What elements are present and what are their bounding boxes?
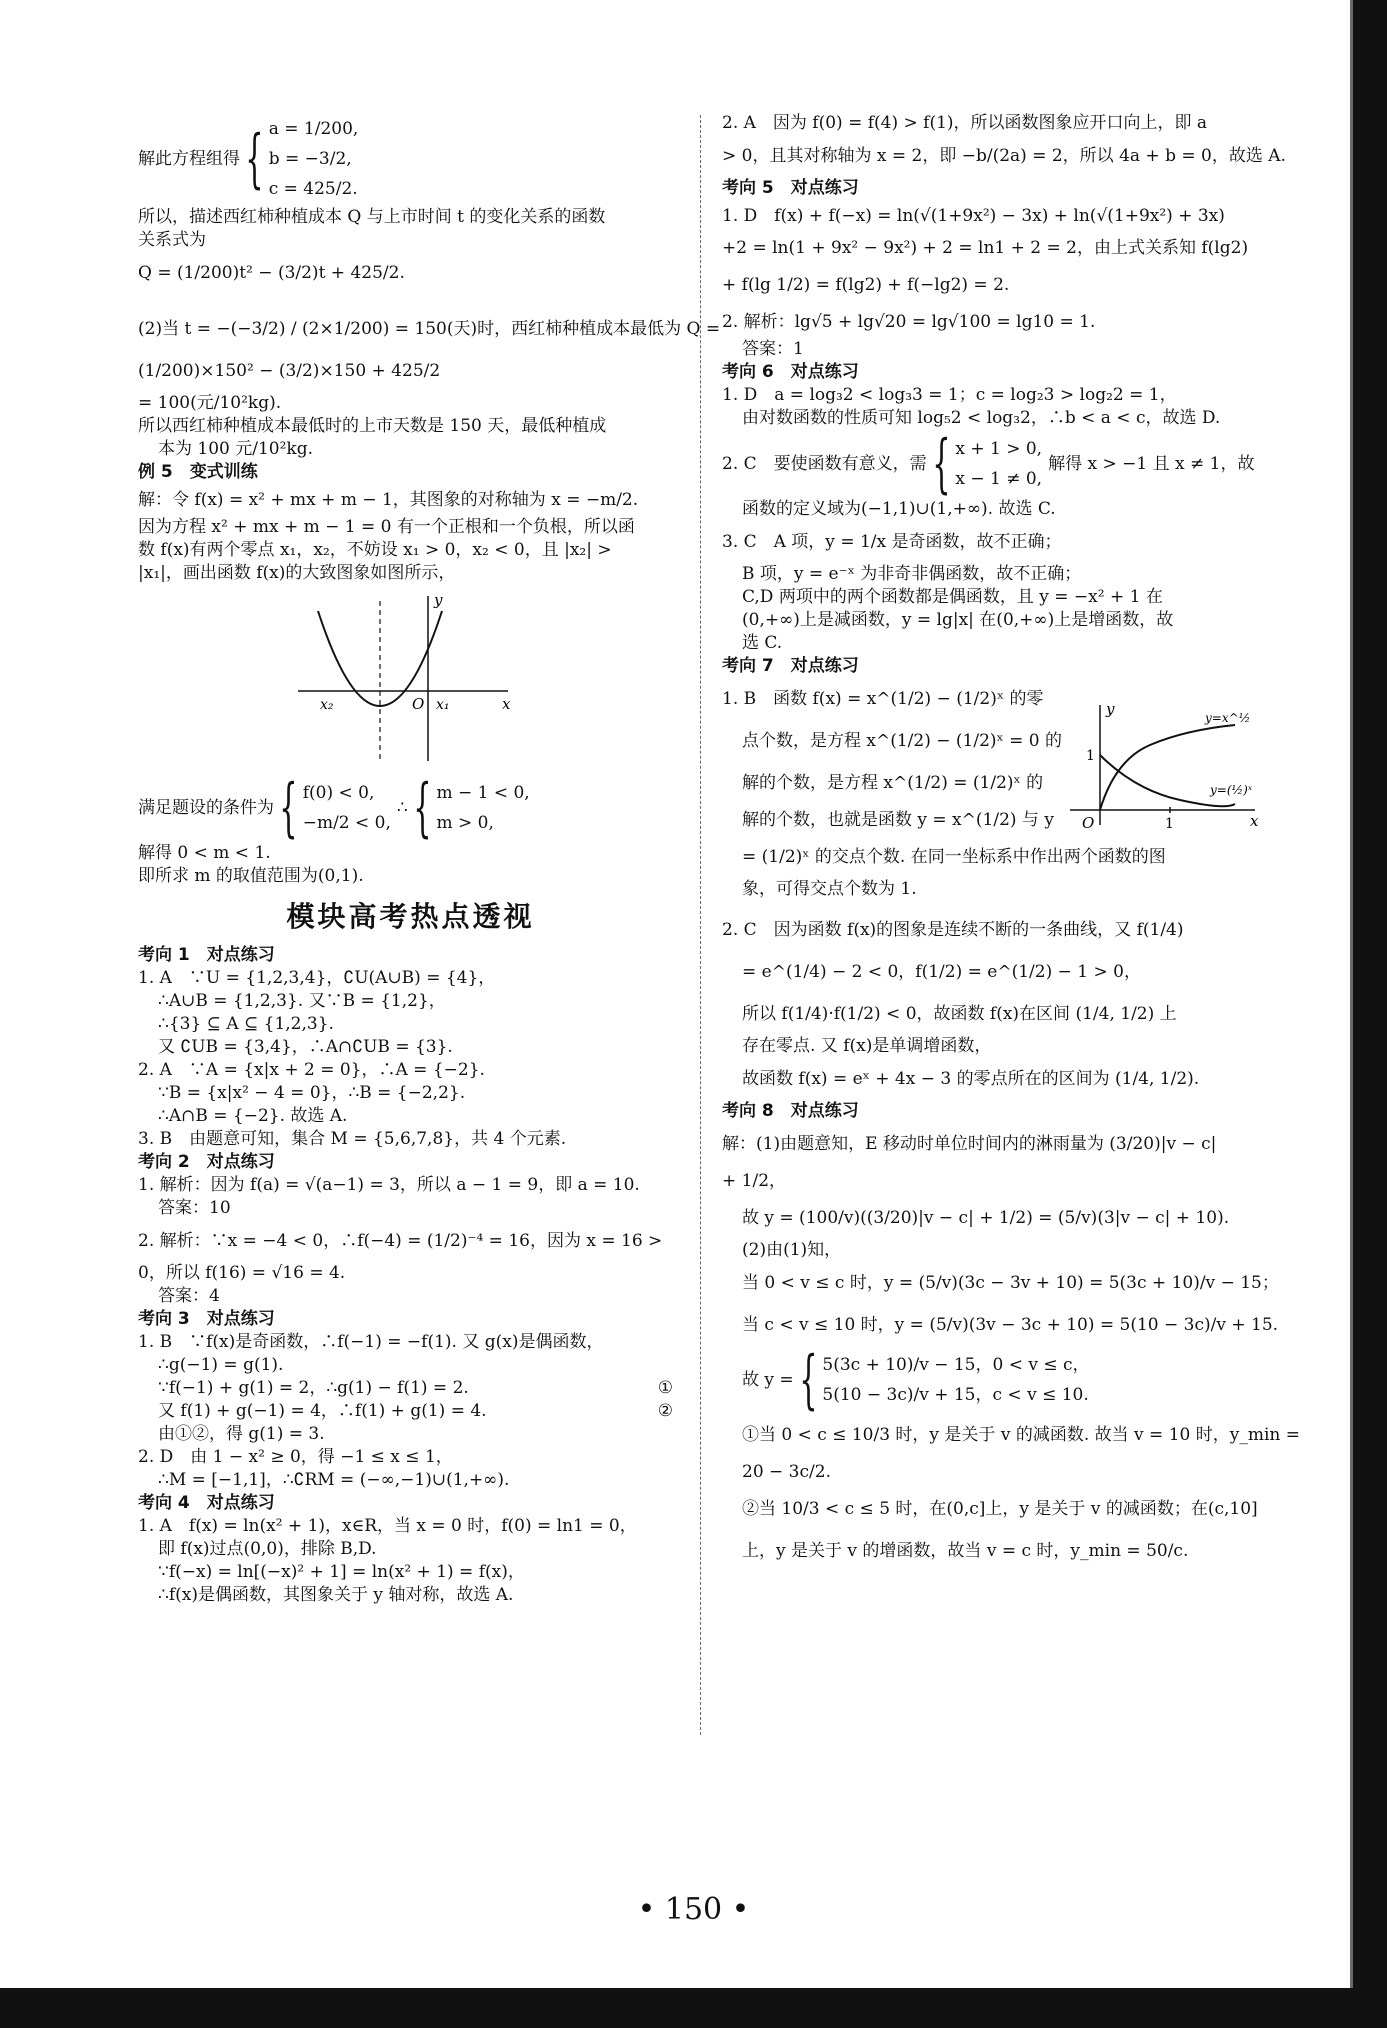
text-line: 3. B 由题意可知，集合 M = {5,6,7,8}，共 4 个元素.: [138, 1129, 567, 1149]
text-line: 1. D a = log₃2 < log₃3 = 1；c = log₂3 > log₂2 = 1，: [722, 385, 1177, 405]
text-line: 1. 解析：因为 f(a) = √(a−1) = 3，所以 a − 1 = 9，即 a = 10.: [138, 1175, 640, 1195]
system-prefix: 故 y =: [742, 1369, 794, 1390]
system-line: 5(3c + 10)/v − 15，0 < v ≤ c，: [822, 1355, 1090, 1375]
formula-line: (1/200)×150² − (3/2)×150 + 425/2: [138, 361, 441, 381]
text-line: ∵B = {x|x² − 4 = 0}，∴B = {−2,2}.: [158, 1083, 466, 1103]
text-line: 象，可得交点个数为 1.: [742, 879, 917, 899]
text-line: 函数的定义域为(−1,1)∪(1,+∞). 故选 C.: [742, 499, 1056, 519]
text-line: ∴{3} ⊆ A ⊆ {1,2,3}.: [158, 1014, 334, 1034]
therefore-symbol: ∴: [396, 797, 408, 818]
x-label: x: [502, 695, 511, 713]
left-brace: {: [245, 122, 264, 196]
left-brace: {: [798, 1343, 818, 1417]
left-brace: {: [931, 427, 951, 501]
text-line: ∴g(−1) = g(1).: [158, 1355, 284, 1375]
answer-line: 答案：1: [742, 339, 804, 359]
text-line: 2. 解析：lg√5 + lg√20 = lg√100 = lg10 = 1.: [722, 312, 1096, 332]
x-label: x: [1250, 812, 1259, 830]
left-brace: {: [279, 771, 298, 845]
text-line: 解的个数，是方程 x^(1/2) = (1/2)ˣ 的: [742, 773, 1044, 793]
domain-condition-system: [722, 427, 1267, 501]
equation-text: ∵f(−1) + g(1) = 2，∴g(1) − f(1) = 2.: [158, 1378, 469, 1398]
formula-line: (2)当 t = −(−3/2) / (2×1/200) = 150(天)时，西红柿种植成本最低为 Q =: [138, 319, 721, 339]
answer-line: 答案：4: [158, 1286, 220, 1306]
y-label: y: [434, 591, 443, 609]
origin-label: O: [1082, 814, 1095, 830]
exponential-power-graph: [1060, 700, 1260, 830]
scan-edge-right: [1353, 0, 1387, 2028]
text-line: 2. D 由 1 − x² ≥ 0，得 −1 ≤ x ≤ 1，: [138, 1447, 453, 1467]
text-line: ②当 10/3 < c ≤ 5 时，在(0,c]上，y 是关于 v 的减函数；在(c,10]: [742, 1499, 1258, 1519]
text-line: [138, 1377, 683, 1400]
text-line: ∴A∪B = {1,2,3}. 又∵B = {1,2}，: [158, 991, 446, 1011]
text-line: = (1/2)ˣ 的交点个数. 在同一坐标系中作出两个函数的图: [742, 847, 1166, 867]
right-column: [722, 112, 1301, 1572]
formula-line: 20 − 3c/2.: [742, 1462, 831, 1482]
text-line: 点个数，是方程 x^(1/2) − (1/2)ˣ = 0 的: [742, 731, 1063, 751]
system-line: −m/2 < 0,: [302, 813, 391, 833]
text-line: 3. C A 项，y = 1/x 是奇函数，故不正确；: [722, 532, 1062, 552]
page-number: • 150 •: [637, 1892, 750, 1927]
formula-line: 当 0 < v ≤ c 时，y = (5/v)(3c − 3v + 10) = 5(3c + 10)/v − 15；: [742, 1273, 1279, 1293]
text-line: 关系式为: [138, 230, 206, 250]
system-line: c = 425/2.: [268, 179, 358, 199]
system-line: m − 1 < 0,: [436, 783, 530, 803]
text-line: |x₁|，画出函数 f(x)的大致图象如图所示，: [138, 563, 456, 583]
text-line: 即 f(x)过点(0,0)，排除 B,D.: [158, 1539, 377, 1559]
text-line: 因为方程 x² + mx + m − 1 = 0 有一个正根和一个负根，所以函: [138, 517, 635, 537]
parabola-graph: [298, 591, 518, 761]
system-prefix: 解此方程组得: [138, 148, 240, 169]
column-divider: [700, 115, 701, 1735]
text-line: ∵f(−x) = ln[(−x)² + 1] = ln(x² + 1) = f(x)，: [158, 1562, 525, 1582]
text-line: 1. A f(x) = ln(x² + 1)，x∈R，当 x = 0 时，f(0) = ln1 = 0，: [138, 1516, 637, 1536]
text-line: 由对数函数的性质可知 log₅2 < log₃2，∴b < a < c，故选 D.: [742, 408, 1221, 428]
text-line: [138, 1400, 683, 1423]
system-items: [269, 114, 359, 204]
text-line: > 0，且其对称轴为 x = 2，即 −b/(2a) = 2，所以 4a + b = 0，故选 A.: [722, 146, 1286, 166]
text-line: B 项，y = e⁻ˣ 为非奇非偶函数，故不正确；: [742, 564, 1082, 584]
equation-system-abc: [138, 114, 683, 204]
system-prefix: 满足题设的条件为: [138, 797, 274, 818]
text-line: 数 f(x)有两个零点 x₁，x₂，不妨设 x₁ > 0，x₂ < 0，且 |x₂| >: [138, 540, 612, 560]
formula-line: 1. D f(x) + f(−x) = ln(√(1+9x²) − 3x) + ln(√(1+9x²) + 3x): [722, 206, 1225, 226]
topic-heading: 考向 5 对点练习: [722, 178, 859, 198]
text-line: 选 C.: [742, 633, 783, 653]
formula-line: = 100(元/10²kg).: [138, 393, 282, 413]
topic-heading: 考向 3 对点练习: [138, 1309, 275, 1329]
topic-heading: 考向 2 对点练习: [138, 1152, 275, 1172]
text-line: 0，所以 f(16) = √16 = 4.: [138, 1263, 346, 1283]
text-line: 2. C 因为函数 f(x)的图象是连续不断的一条曲线，又 f(1/4): [722, 920, 1184, 940]
text-line: 上，y 是关于 v 的增函数，故当 v = c 时，y_min = 50/c.: [742, 1541, 1189, 1561]
x1-label: x₁: [436, 697, 450, 713]
text-line: 解：令 f(x) = x² + mx + m − 1，其图象的对称轴为 x = −m/2.: [138, 490, 639, 510]
text-line: + 1/2，: [722, 1171, 787, 1191]
text-line: C,D 两项中的两个函数都是偶函数，且 y = −x² + 1 在: [742, 587, 1163, 607]
text-line: ①当 0 < c ≤ 10/3 时，y 是关于 v 的减函数. 故当 v = 10 时，y_min =: [742, 1425, 1301, 1445]
exponential-curve-label: y=(½)ˣ: [1210, 783, 1253, 797]
system-line: b = −3/2,: [268, 149, 352, 169]
scan-edge-shadow: [1350, 0, 1353, 1988]
condition-system: [138, 771, 683, 845]
text-line: 解：(1)由题意知，E 移动时单位时间内的淋雨量为 (3/20)|v − c|: [722, 1134, 1217, 1154]
text-line: 又 ∁UB = {3,4}，∴A∩∁UB = {3}.: [158, 1037, 453, 1057]
system-line: x − 1 ≠ 0,: [955, 469, 1043, 489]
power-curve-label: y=x^½: [1205, 711, 1251, 725]
topic-heading: 考向 7 对点练习: [722, 656, 859, 676]
text-line: ∴M = [−1,1]，∴∁RM = (−∞,−1)∪(1,+∞).: [158, 1470, 510, 1490]
text-line: 所以西红柿种植成本最低时的上市天数是 150 天，最低种植成: [138, 416, 607, 436]
formula-line: + f(lg 1/2) = f(lg2) + f(−lg2) = 2.: [722, 275, 1010, 295]
origin-label: O: [412, 695, 425, 713]
system-suffix: 解得 x > −1 且 x ≠ 1，故: [1048, 453, 1255, 474]
text-line: 本为 100 元/10²kg.: [158, 439, 314, 459]
y-label: y: [1106, 700, 1115, 718]
system-line: m > 0,: [436, 813, 494, 833]
x2-label: x₂: [320, 697, 334, 713]
text-line: 2. 解析：∵x = −4 < 0，∴f(−4) = (1/2)⁻⁴ = 16，因为 x = 16 >: [138, 1231, 663, 1251]
equation-text: 又 f(1) + g(−1) = 4，∴f(1) + g(1) = 4.: [158, 1401, 487, 1421]
topic-heading: 考向 4 对点练习: [138, 1493, 275, 1513]
system-line: x + 1 > 0,: [955, 439, 1043, 459]
text-line: 解得 0 < m < 1.: [138, 843, 271, 863]
system-line: f(0) < 0,: [302, 783, 375, 803]
text-line: ∴A∩B = {−2}. 故选 A.: [158, 1106, 348, 1126]
system-items: [955, 434, 1042, 494]
system-prefix: 2. C 要使函数有意义，需: [722, 453, 927, 474]
text-line: 即所求 m 的取值范围为(0,1).: [138, 866, 364, 886]
system-items: [436, 778, 529, 838]
section-title: 模块高考热点透视: [286, 900, 535, 933]
system-line: a = 1/200,: [268, 119, 359, 139]
formula-line: 故 y = (100/v)((3/20)|v − c| + 1/2) = (5/v)(3|v − c| + 10).: [742, 1208, 1230, 1228]
text-line: 1. B 函数 f(x) = x^(1/2) − (1/2)ˣ 的零: [722, 689, 1044, 709]
formula-line: 当 c < v ≤ 10 时，y = (5/v)(3v − 3c + 10) = 5(10 − 3c)/v + 15.: [742, 1315, 1279, 1335]
text-line: 解的个数，也就是函数 y = x^(1/2) 与 y: [742, 810, 1054, 830]
exponential-curve: [1100, 755, 1235, 806]
equation-marker: ②: [657, 1401, 673, 1421]
text-line: 由①②，得 g(1) = 3.: [158, 1424, 325, 1444]
equation-marker: ①: [657, 1378, 673, 1398]
text-line: (2)由(1)知，: [742, 1240, 842, 1260]
system-line: 5(10 − 3c)/v + 15，c < v ≤ 10.: [822, 1385, 1089, 1405]
text-line: 故函数 f(x) = eˣ + 4x − 3 的零点所在的区间为 (1/4, 1/2).: [742, 1069, 1200, 1089]
text-line: 1. B ∵f(x)是奇函数，∴f(−1) = −f(1). 又 g(x)是偶函数，: [138, 1332, 604, 1352]
answer-line: 答案：10: [158, 1198, 231, 1218]
text-line: 所以 f(1/4)·f(1/2) < 0，故函数 f(x)在区间 (1/4, 1/2) 上: [742, 1004, 1177, 1024]
piecewise-system: [722, 1343, 1267, 1417]
y-tick-label: 1: [1086, 748, 1095, 764]
topic-heading: 考向 8 对点练习: [722, 1101, 859, 1121]
system-items: [822, 1350, 1089, 1410]
text-line: 2. A ∵A = {x|x + 2 = 0}，∴A = {−2}.: [138, 1060, 485, 1080]
topic-heading: 考向 1 对点练习: [138, 945, 275, 965]
text-line: ∴f(x)是偶函数，其图象关于 y 轴对称，故选 A.: [158, 1585, 514, 1605]
formula-line: = e^(1/4) − 2 < 0，f(1/2) = e^(1/2) − 1 > 0，: [742, 962, 1141, 982]
text-line: 存在零点. 又 f(x)是单调增函数，: [742, 1036, 992, 1056]
scan-edge-bottom: [0, 1988, 1387, 2028]
left-brace: {: [412, 771, 432, 845]
topic-heading: 考向 6 对点练习: [722, 362, 859, 382]
formula-line: Q = (1/200)t² − (3/2)t + 425/2.: [138, 263, 405, 283]
text-line: (0,+∞)上是减函数，y = lg|x| 在(0,+∞)上是增函数，故: [742, 610, 1174, 630]
text-line: 1. A ∵U = {1,2,3,4}，∁U(A∪B) = {4}，: [138, 968, 496, 988]
example-heading: 例 5 变式训练: [138, 462, 258, 482]
text-line: 所以，描述西红柿种植成本 Q 与上市时间 t 的变化关系的函数: [138, 207, 606, 227]
left-column: [138, 112, 721, 1607]
system-items: [303, 778, 391, 838]
formula-line: +2 = ln(1 + 9x² − 9x²) + 2 = ln1 + 2 = 2，由上式关系知 f(lg2): [722, 238, 1249, 258]
text-line: 2. A 因为 f(0) = f(4) > f(1)，所以函数图象应开口向上，即 a: [722, 113, 1208, 133]
x-tick-label: 1: [1165, 816, 1174, 830]
